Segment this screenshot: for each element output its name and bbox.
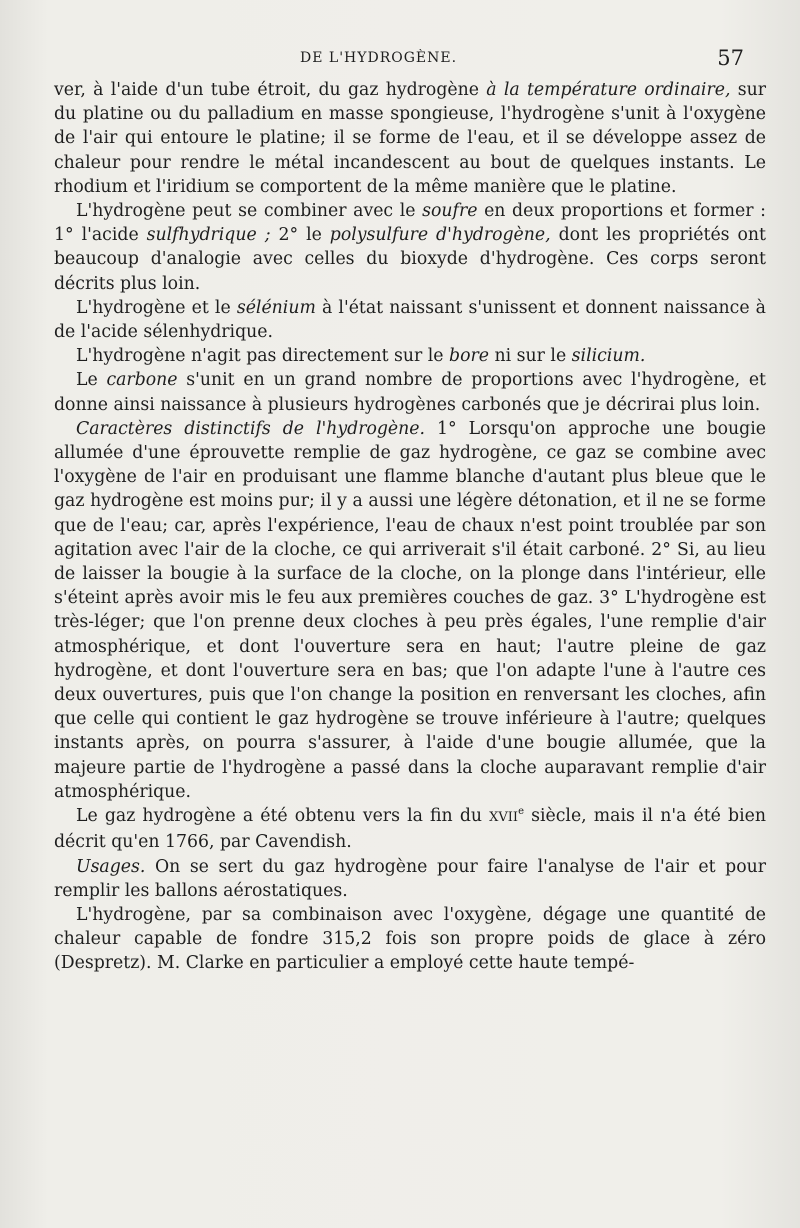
- text-run: L'hydrogène, par sa combinaison avec l'oxygène, dégage une quantité de chaleur capable de fondre 315,2 fois son propre poids de glace à zéro (Despretz). M. Clarke en particulier a employé cette haute tempé-: [54, 904, 766, 974]
- century-numeral: XVII: [489, 810, 519, 826]
- body-text: [54, 78, 766, 976]
- text-run: On se sert du gaz hydrogène pour faire l'analyse de l'air et pour remplir les ballons aérostatiques.: [54, 856, 766, 901]
- superscript: e: [518, 806, 524, 818]
- text-run: ni sur le: [489, 346, 572, 367]
- section-heading: Usages.: [76, 856, 146, 877]
- emphasis: sélénium: [236, 297, 316, 318]
- text-run: siècle, mais il n'a été bien décrit qu'en 1766, par Cavendish.: [54, 806, 766, 853]
- text-run: 2° le: [270, 225, 330, 246]
- paragraph-platine: [54, 78, 766, 199]
- page-number: 57: [717, 46, 744, 70]
- text-run: L'hydrogène et le: [76, 297, 237, 318]
- running-head: [0, 46, 800, 76]
- emphasis: carbone: [106, 370, 178, 391]
- paragraph-caracteres: [54, 417, 766, 804]
- text-run: L'hydrogène peut se combiner avec le: [76, 201, 423, 222]
- emphasis: silicium.: [571, 346, 646, 367]
- paragraph-soufre: [54, 199, 766, 296]
- emphasis: sulfhydrique ;: [146, 225, 271, 246]
- running-title: DE L'HYDROGÈNE.: [300, 50, 458, 66]
- emphasis: soufre: [422, 201, 478, 222]
- text-run: L'hydrogène n'agit pas directement sur le: [76, 346, 450, 367]
- paragraph-historique: [54, 804, 766, 854]
- text-run: en deux proportions et former : 1° l'acide: [54, 201, 766, 246]
- text-run: ver, à l'aide d'un tube étroit, du gaz hydrogène: [54, 80, 487, 100]
- text-run: 1° Lorsqu'on approche une bougie allumée d'une éprouvette remplie de gaz hydrogène, ce gaz se combine avec l'oxygène de l'air en produisant une flamme blanche d'autant plus bleue que le gaz hydrogène est moins pur; il y a aussi une légère détonation, et il ne se forme que de l'eau; car, après l'expérience, l'eau de chaux n'est point troublée par son agitation avec l'air de la cloche, ce qui arriverait s'il était carboné. 2° Si, au lieu de laisser la bougie à la surface de la cloche, on la plonge dans l'intérieur, elle s'éteint après avoir mis le feu aux premières couches de gaz. 3° L'hydrogène est très-léger; que l'on prenne deux cloches à peu près égales, l'une remplie d'air atmosphérique, et dont l'ouverture sera en haut; l'autre pleine de gaz hydrogène, et dont l'ouverture sera en bas; que l'on adapte l'une à l'autre ces deux ouvertures, puis que l'on change la position en renversant les cloches, afin que celle qui contient le gaz hydrogène se trouve inférieure à l'autre; quelques instants après, on pourra s'assurer, à l'aide d'une bougie allumée, que la majeure partie de l'hydrogène a passé dans la cloche auparavant remplie d'air atmosphérique.: [54, 418, 766, 802]
- emphasis: bore: [449, 346, 490, 367]
- section-heading: Caractères distinctifs de l'hydrogène.: [76, 418, 425, 439]
- text-run: sur du platine ou du palladium en masse spongieuse, l'hydrogène s'unit à l'oxygène de l'air qui entoure le platine; il se forme de l'eau, et il se développe assez de chaleur pour rendre le métal incandescent au bout de quelques instants. Le rhodium et l'iridium se comportent de la même manière que le platine.: [54, 80, 766, 197]
- text-run: dont les propriétés ont beaucoup d'analogie avec celles du bioxyde d'hydrogène. Ces corps seront décrits plus loin.: [54, 225, 766, 294]
- emphasis: à la température ordinaire,: [486, 80, 731, 100]
- text-run: Le gaz hydrogène a été obtenu vers la fin du: [76, 806, 490, 827]
- paragraph-bore: [54, 344, 766, 368]
- paragraph-chaleur: [54, 903, 766, 976]
- text-run: s'unit en un grand nombre de proportions avec l'hydrogène, et donne ainsi naissance à plusieurs hydrogènes carbonés que je décrirai plus loin.: [54, 370, 766, 415]
- text-run: Le: [76, 370, 107, 391]
- paragraph-selenium: [54, 296, 766, 344]
- emphasis: polysulfure d'hydrogène,: [329, 225, 551, 246]
- paragraph-usages: [54, 855, 766, 903]
- text-run: à l'état naissant s'unissent et donnent naissance à de l'acide sélenhydrique.: [54, 297, 766, 343]
- paragraph-carbone: [54, 368, 766, 416]
